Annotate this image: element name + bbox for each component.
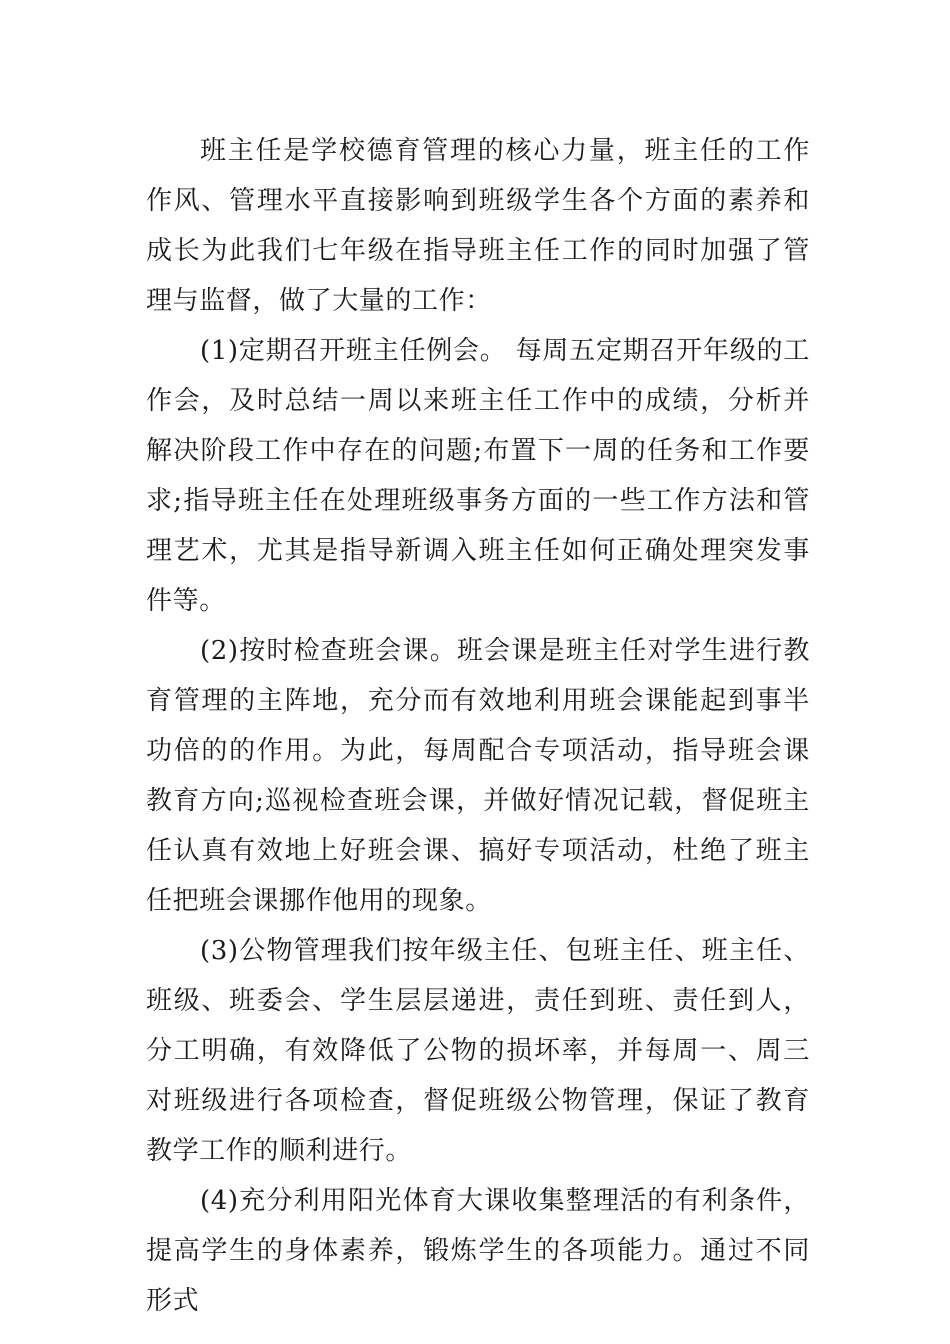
paragraph-item-2: (2)按时检查班会课。班会课是班主任对学生进行教育管理的主阵地，充分而有效地利用班会课能起到事半功倍的的作用。为此，每周配合专项活动，指导班会课教育方向;巡视检查班会课，并做好情况记载，督促班主任认真有效地上好班会课、搞好专项活动，杜绝了班主任把班会课挪作他用的现象。: [146, 636, 810, 916]
paragraph-item-1: (1)定期召开班主任例会。 每周五定期召开年级的工作会，及时总结一周以来班主任工作中的成绩，分析并解决阶段工作中存在的问题;布置下一周的任务和工作要求;指导班主任在处理班级事务方面的一些工作方法和管理艺术，尤其是指导新调入班主任如何正确处理突发事件等。: [146, 336, 810, 616]
paragraph-item-4: (4)充分利用阳光体育大课收集整理活的有利条件，提高学生的身体素养，锻炼学生的各项能力。通过不同形式: [146, 1186, 810, 1316]
document-page: [146, 126, 810, 1326]
paragraph-intro: 班主任是学校德育管理的核心力量，班主任的工作作风、管理水平直接影响到班级学生各个方面的素养和成长为此我们七年级在指导班主任工作的同时加强了管理与监督，做了大量的工作：: [146, 136, 810, 316]
paragraph-item-3: (3)公物管理我们按年级主任、包班主任、班主任、班级、班委会、学生层层递进，责任到班、责任到人，分工明确，有效降低了公物的损坏率，并每周一、周三对班级进行各项检查，督促班级公物管理，保证了教育教学工作的顺利进行。: [146, 936, 810, 1166]
